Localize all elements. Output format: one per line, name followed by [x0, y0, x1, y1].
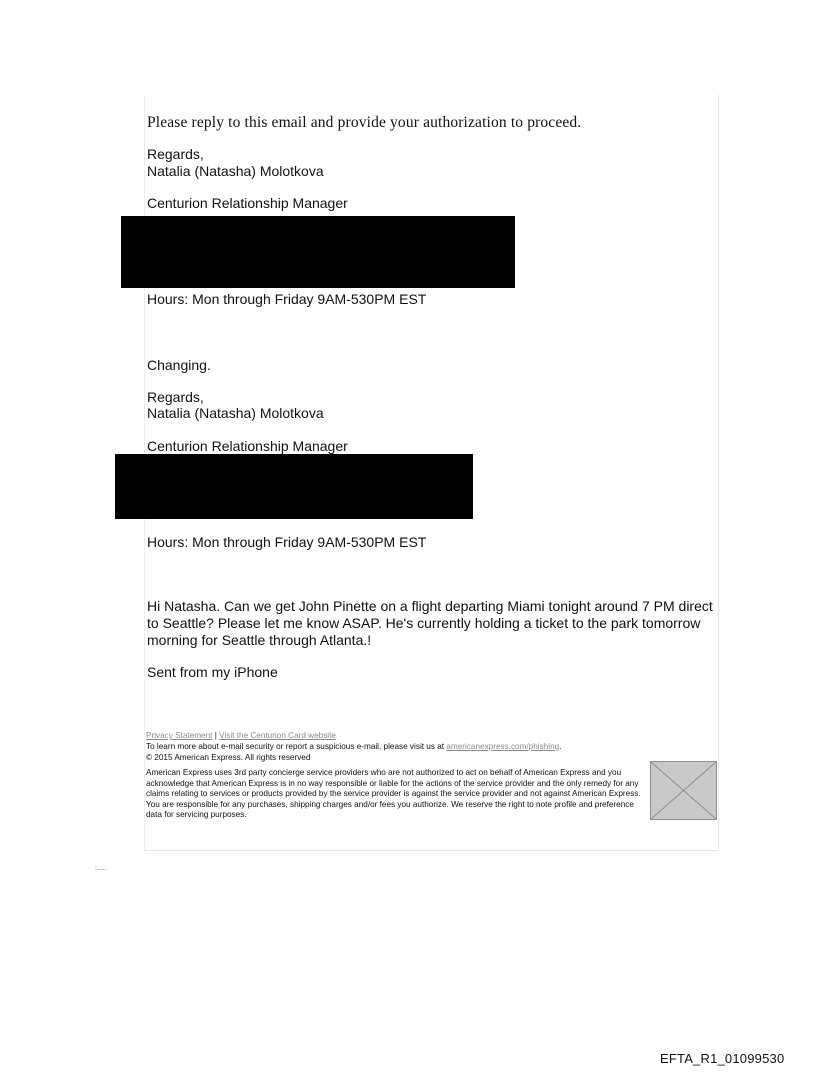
redaction-block: [121, 216, 515, 288]
signature-title: Centurion Relationship Manager: [147, 438, 348, 454]
flight-request-message: Hi Natasha. Can we get John Pinette on a flight departing Miami tonight around 7 PM direct to Seattle? Please let me know ASAP. He's currently holding a ticket to the park tomorrow morning for Seattle through Atlanta.!: [147, 598, 713, 648]
centurion-website-link[interactable]: Visit the Centurion Card website: [219, 731, 336, 740]
sent-from-signature: Sent from my iPhone: [147, 664, 278, 680]
signature-name: Natalia (Natasha) Molotkova: [147, 405, 324, 421]
office-hours: Hours: Mon through Friday 9AM-530PM EST: [147, 291, 427, 307]
phishing-link[interactable]: americanexpress.com/phishing: [446, 742, 560, 751]
signature-title: Centurion Relationship Manager: [147, 195, 348, 211]
office-hours: Hours: Mon through Friday 9AM-530PM EST: [147, 534, 427, 550]
security-notice: [146, 742, 561, 753]
changing-text: Changing.: [147, 357, 211, 373]
authorization-request-text: Please reply to this email and provide your authorization to proceed.: [147, 114, 582, 131]
scan-artifact-mark: :.....: [95, 865, 107, 872]
security-notice-text: To learn more about e-mail security or report a suspicious e-mail, please visit us at: [146, 742, 445, 751]
copyright-notice: © 2015 American Express. All rights reserved: [146, 753, 311, 762]
privacy-statement-link[interactable]: Privacy Statement: [146, 731, 213, 740]
bates-number: EFTA_R1_01099530: [660, 1051, 785, 1066]
phishing-suffix: .: [559, 742, 562, 751]
legal-disclaimer: American Express uses 3rd party concierge service providers who are not authorized to act on behalf of American Express and you acknowledge that American Express is in no way responsible or liable for the actions of the service provider and the only remedy for any claims relating to services or products provided by the service provider is against the service provider and not against American Express. You are responsible for any purchases, shipping charges and/or fees you authorize. We reserve the right to note profile and preference data for servicing purposes.: [146, 768, 641, 820]
redaction-block: [115, 454, 473, 519]
signature-regards: Regards,: [147, 146, 204, 162]
link-separator: |: [214, 731, 217, 740]
signature-regards: Regards,: [147, 389, 204, 405]
broken-image-placeholder-icon: [650, 761, 717, 820]
signature-name: Natalia (Natasha) Molotkova: [147, 163, 324, 179]
footer-links: [146, 731, 336, 742]
